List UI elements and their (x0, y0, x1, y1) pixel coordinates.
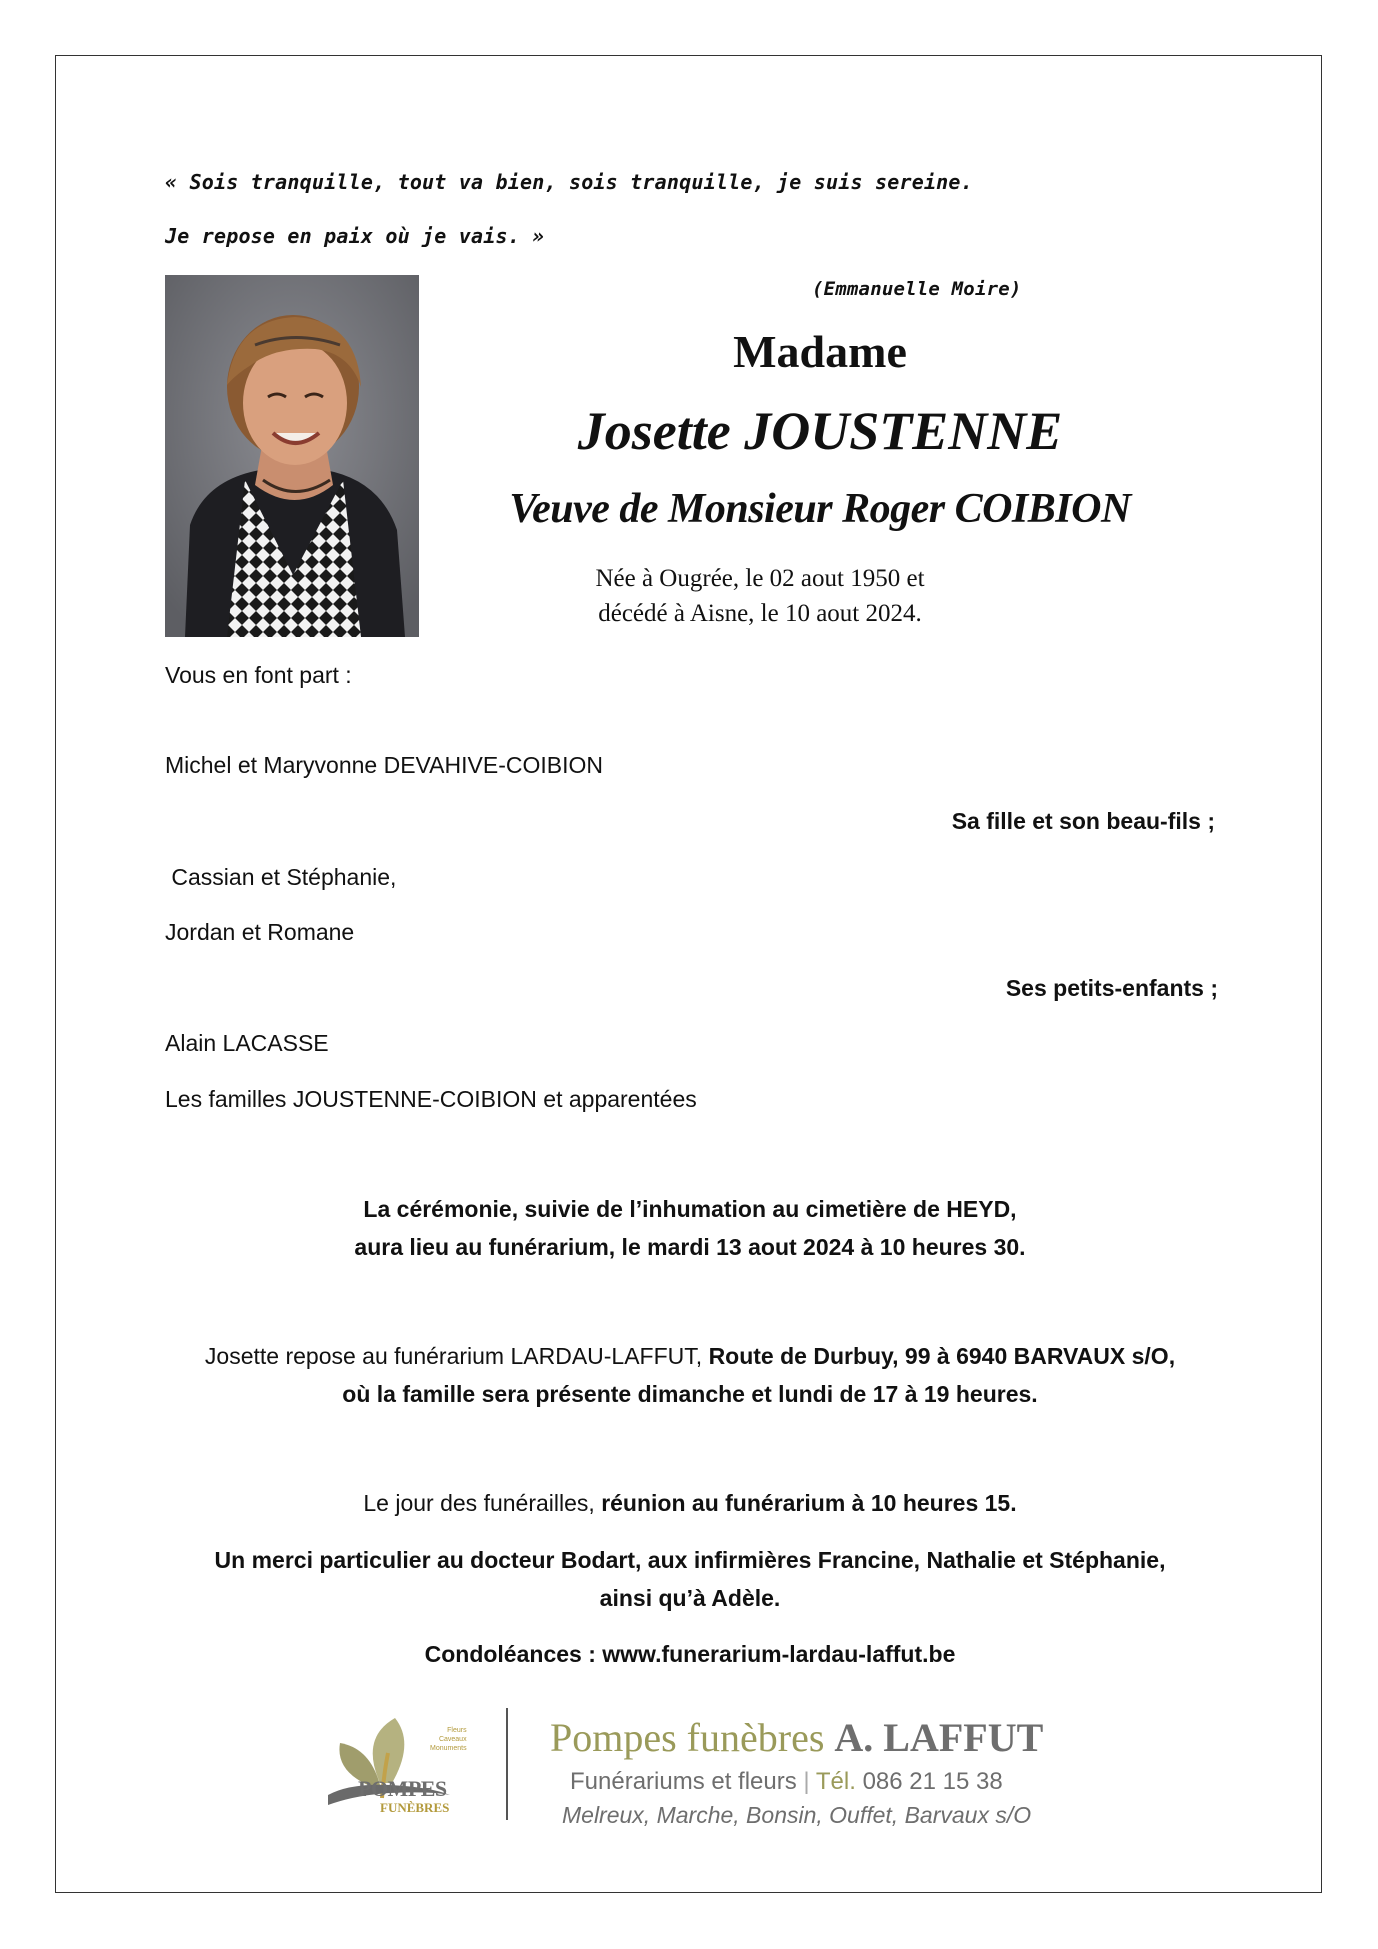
funeral-home-logo (310, 1708, 1070, 1828)
company-services-line: Funérariums et fleurs | Tél. 086 21 15 38 (570, 1768, 1003, 1795)
family-line-2a: Cassian et Stéphanie, (165, 864, 397, 890)
birth-line: Née à Ougrée, le 02 aout 1950 et (595, 565, 925, 592)
logo-word-caveaux: Caveaux (438, 1736, 467, 1743)
thanks-line-1: Un merci particulier au docteur Bodart, aux infirmières Francine, Nathalie et Stéphanie, (214, 1547, 1166, 1573)
company-phone: 086 21 15 38 (862, 1768, 1003, 1795)
funeral-day-meeting: réunion au funérarium à 10 heures 15. (601, 1490, 1017, 1516)
relation-2: Ses petits-enfants ; (1005, 975, 1218, 1001)
company-services: Funérariums et fleurs (570, 1768, 797, 1795)
ceremony-line-1: La cérémonie, suivie de l’inhumation au cimetière de HEYD, (363, 1196, 1017, 1222)
condolences-link[interactable]: Condoléances : www.funerarium-lardau-laffut.be (424, 1641, 956, 1667)
logo-pompes: POMPES (358, 1776, 447, 1801)
family-line-4: Les familles JOUSTENNE-COIBION et apparentées (165, 1086, 697, 1112)
logo-divider (506, 1708, 508, 1820)
family-line-2b: Jordan et Romane (165, 919, 355, 945)
family-line-1: Michel et Maryvonne DEVAHIVE-COIBION (165, 752, 603, 778)
quote-line-2: Je repose en paix où je vais. » (165, 224, 545, 248)
thanks-line-2: ainsi qu’à Adèle. (599, 1585, 781, 1611)
honorific: Madame (733, 326, 907, 377)
logo-small-words (430, 1726, 467, 1753)
family-line-3: Alain LACASSE (165, 1030, 329, 1056)
quote-line-1: « Sois tranquille, tout va bien, sois tranquille, je suis sereine. (165, 170, 973, 194)
relation-1: Sa fille et son beau-fils ; (951, 808, 1215, 834)
company-title (550, 1714, 1043, 1761)
ceremony-line-2: aura lieu au funérarium, le mardi 13 aout 2024 à 10 heures 30. (354, 1234, 1026, 1260)
company-name: A. LAFFUT (834, 1715, 1044, 1760)
deceased-name: Josette JOUSTENNE (577, 401, 1063, 461)
funeral-day-line (120, 1490, 1260, 1517)
deceased-photo (165, 275, 419, 637)
logo-funebres: FUNÈBRES (380, 1800, 450, 1815)
funeral-day-plain: Le jour des funérailles, (363, 1490, 602, 1516)
visitation-plain: Josette repose au funérarium LARDAU-LAFFUT, (204, 1343, 709, 1369)
logo-word-monuments: Monuments (430, 1745, 467, 1752)
company-locations: Melreux, Marche, Bonsin, Ouffet, Barvaux s/O (562, 1802, 1032, 1828)
tel-label: Tél. (815, 1768, 856, 1795)
quote-author: (Emmanuelle Moire) (812, 278, 1022, 300)
widow-of: Veuve de Monsieur Roger COIBION (509, 486, 1131, 532)
visitation-address: Route de Durbuy, 99 à 6940 BARVAUX s/O, (708, 1343, 1176, 1369)
announcement-intro: Vous en font part : (165, 662, 352, 688)
logo-word-fleurs: Fleurs (447, 1727, 467, 1734)
visitation-line-2: où la famille sera présente dimanche et lundi de 17 à 19 heures. (342, 1381, 1038, 1407)
visitation-line-1 (120, 1343, 1260, 1370)
death-line: décédé à Aisne, le 10 aout 2024. (598, 600, 922, 627)
company-prefix: Pompes funèbres (550, 1715, 835, 1760)
